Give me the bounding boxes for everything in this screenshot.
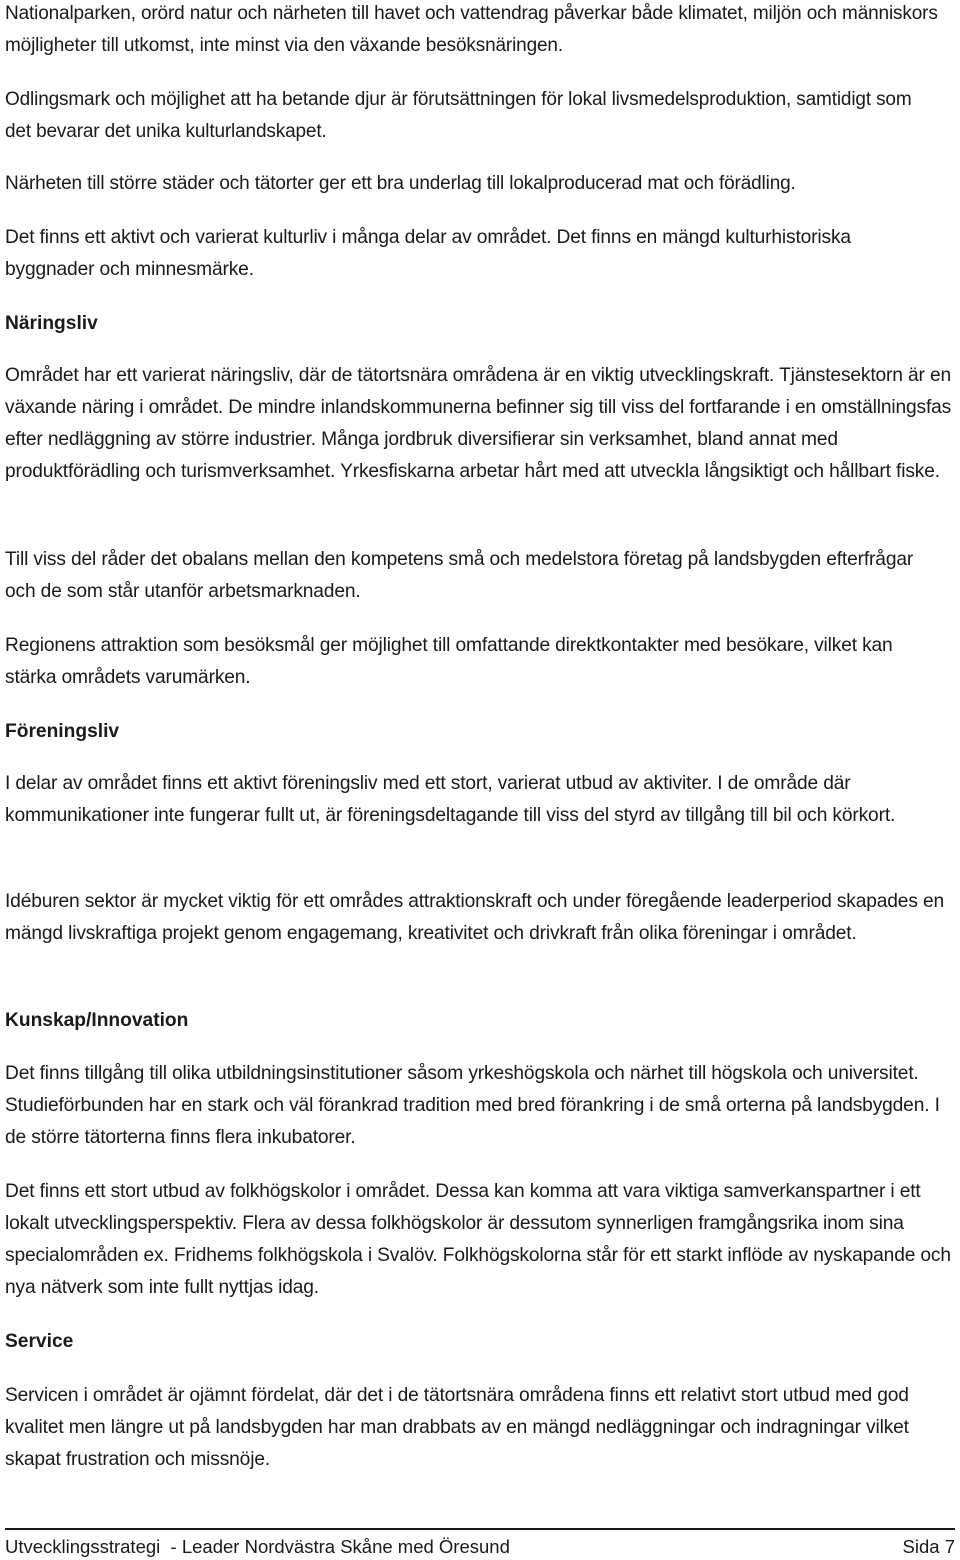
heading-naringsliv: Näringsliv [5,313,98,334]
footer-title: Utvecklingsstrategi - Leader Nordvästra Skåne med Öresund [5,1536,510,1557]
footer-page-number: Sida 7 [902,1536,955,1557]
intro-paragraph-1: Nationalparken, orörd natur och närheten till havet och vattendrag påverkar både klimatet, miljön och människors möjligheter till utkomst, inte minst via den växande besöksnäringen. [5,3,938,56]
kunskap-paragraph-2: Det finns ett stort utbud av folkhögskolor i området. Dessa kan komma att vara viktiga samverkanspartner i ett lokalt utvecklingsperspektiv. Flera av dessa folkhögskolor är dessutom synnerligen framgångsrika inom sina specialområden ex. Fridhems folkhögskola i Svalöv. Folkhögskolorna står för ett starkt inflöde av nyskapande och nya nätverk som inte fullt nyttjas idag. [5,1181,951,1298]
service-paragraph-1: Servicen i området är ojämnt fördelat, där det i de tätortsnära områdena finns ett relativt stort utbud med god kvalitet men längre ut på landsbygden har man drabbats av en mängd nedläggningar och indragningar vilket skapat frustration och missnöje. [5,1385,909,1470]
heading-foreningsliv: Föreningsliv [5,721,120,742]
kunskap-paragraph-1: Det finns tillgång till olika utbildningsinstitutioner såsom yrkeshögskola och närhet till högskola och universitet. Studieförbunden har en stark och väl förankrad tradition med bred förankring i de små orterna på landsbygden. I de större tätorterna finns flera inkubatorer. [5,1063,940,1148]
naringsliv-paragraph-2: Till viss del råder det obalans mellan den kompetens små och medelstora företag på landsbygden efterfrågar och de som står utanför arbetsmarknaden. [5,549,914,602]
naringsliv-paragraph-1: Området har ett varierat näringsliv, där de tätortsnära områdena är en viktig utvecklingskraft. Tjänstesektorn är en växande näring i området. De mindre inlandskommunerna befinner sig till viss del fortfarande i en omställningsfas efter nedläggning av större industrier. Många jordbruk diversifierar sin verksamhet, bland annat med produktförädling och turismverksamhet. Yrkesfiskarna arbetar hårt med att utveckla långsiktigt och hållbart fiske. [5,365,952,482]
intro-paragraph-2: Odlingsmark och möjlighet att ha betande djur är förutsättningen för lokal livsmedelsproduktion, samtidigt som det bevarar det unika kulturlandskapet. [5,89,912,142]
naringsliv-paragraph-3: Regionens attraktion som besöksmål ger möjlighet till omfattande direktkontakter med besökare, vilket kan stärka områdets varumärken. [5,635,893,688]
heading-service: Service [5,1331,74,1352]
foreningsliv-paragraph-2: Idéburen sektor är mycket viktig för ett områdes attraktionskraft och under föregående leaderperiod skapades en mängd livskraftiga projekt genom engagemang, kreativitet och drivkraft från olika föreningar i området. [5,891,944,944]
heading-kunskap-innovation: Kunskap/Innovation [5,1010,189,1031]
intro-paragraph-3: Närheten till större städer och tätorter ger ett bra underlag till lokalproducerad mat och förädling. [5,173,796,194]
intro-paragraph-4: Det finns ett aktivt och varierat kulturliv i många delar av området. Det finns en mängd kulturhistoriska byggnader och minnesmärke. [5,227,851,280]
page-footer [5,1528,955,1560]
foreningsliv-paragraph-1: I delar av området finns ett aktivt föreningsliv med ett stort, varierat utbud av aktiviter. I de område där kommunikationer inte fungerar fullt ut, är föreningsdeltagande till viss del styrd av tillgång till bil och körkort. [5,773,896,826]
